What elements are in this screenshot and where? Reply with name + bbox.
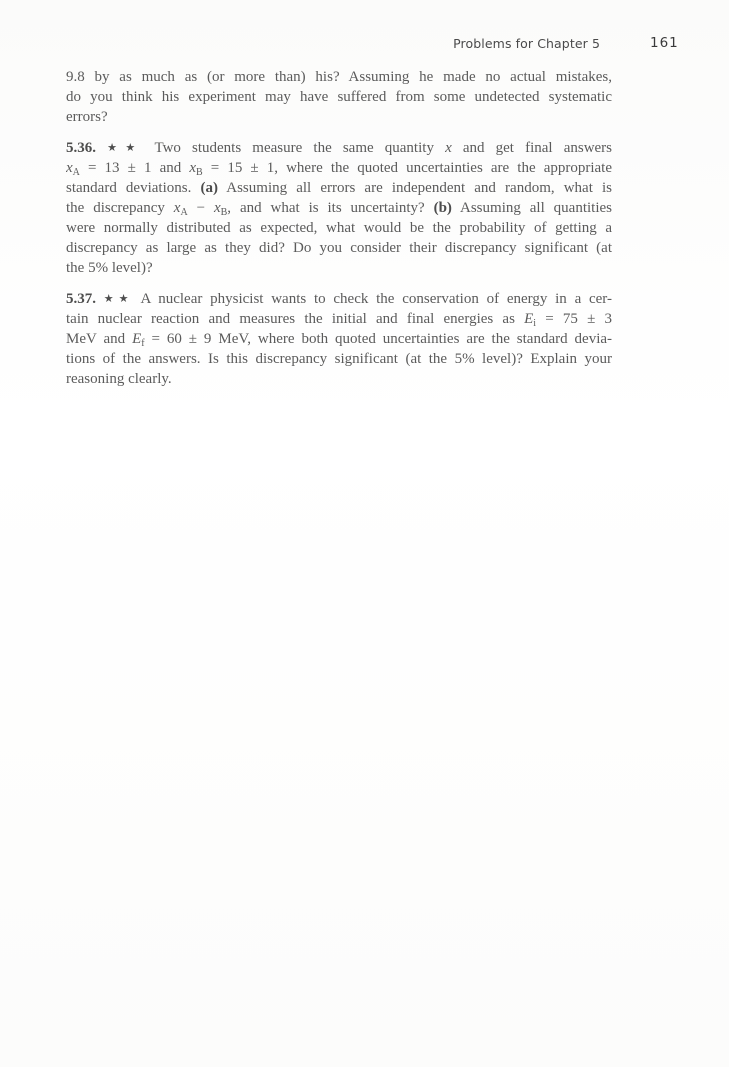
text: A nuclear physicist wants to check the conservation of energy in a cer-: [140, 291, 612, 307]
math-subscript: i: [533, 318, 537, 329]
text: = 60 ± 9 MeV, where both quoted uncertainties are the standard devia-: [151, 331, 612, 347]
text-line: discrepancy as large as they did? Do you consider their discrepancy significant (at: [66, 240, 612, 256]
math-variable: x: [66, 160, 73, 176]
problem-number: 5.36.: [66, 140, 96, 156]
text: MeV and: [66, 331, 126, 347]
page-body: [66, 67, 612, 400]
text-line: do you think his experiment may have suffered from some undetected systematic: [66, 89, 612, 105]
problem-number: 5.37.: [66, 291, 96, 307]
math-subscript: A: [180, 207, 188, 218]
text: standard deviations.: [66, 180, 192, 196]
math-subscript: A: [72, 167, 80, 178]
text: Assuming all errors are independent and random, what is: [226, 180, 612, 196]
text: Two students measure the same quantity: [154, 140, 434, 156]
text-line: 9.8 by as much as (or more than) his? Assuming he made no actual mistakes,: [66, 69, 612, 85]
text: = 13 ± 1 and: [88, 160, 182, 176]
text-line: reasoning clearly.: [66, 371, 172, 387]
part-label: (a): [200, 180, 218, 196]
text-line: [66, 178, 612, 198]
math-variable: x: [213, 200, 221, 216]
text-line: tions of the answers. Is this discrepancy significant (at the 5% level)? Explain your: [66, 351, 612, 367]
problem-5-36: [66, 138, 612, 278]
math-subscript: B: [196, 167, 203, 178]
math-subscript: B: [220, 207, 228, 218]
text-line: errors?: [66, 109, 108, 125]
math-variable: E: [524, 311, 534, 327]
math-operator: −: [196, 200, 206, 216]
math-variable: x: [173, 200, 181, 216]
text: = 15 ± 1, where the quoted uncertainties are the appropriate: [210, 160, 612, 176]
text: and get final answers: [462, 140, 612, 156]
text: = 75 ± 3: [545, 311, 612, 327]
math-variable: x: [445, 140, 452, 156]
text: , and what is its uncertainty?: [227, 200, 425, 216]
text-line: were normally distributed as expected, what would be the probability of getting a: [66, 220, 612, 236]
problem-5-37: [66, 289, 612, 389]
page-number: 161: [650, 35, 679, 51]
text: tain nuclear reaction and measures the initial and final energies as: [66, 311, 515, 327]
math-subscript: f: [141, 338, 145, 349]
text-line: [66, 329, 612, 349]
text-line: [66, 158, 612, 178]
text-line: the 5% level)?: [66, 260, 153, 276]
math-variable: x: [189, 160, 196, 176]
part-label: (b): [433, 200, 452, 216]
text-line: [66, 138, 612, 158]
text: the discrepancy: [66, 200, 165, 216]
text-line: [66, 198, 612, 218]
difficulty-stars-icon: ★★: [103, 292, 134, 305]
text-line: [66, 309, 612, 329]
text: Assuming all quantities: [460, 200, 612, 216]
math-variable: E: [132, 331, 142, 347]
difficulty-stars-icon: ★★: [107, 141, 144, 154]
continuation-paragraph: [66, 67, 612, 127]
running-head: Problems for Chapter 5: [453, 36, 600, 51]
text-line: [66, 289, 612, 309]
